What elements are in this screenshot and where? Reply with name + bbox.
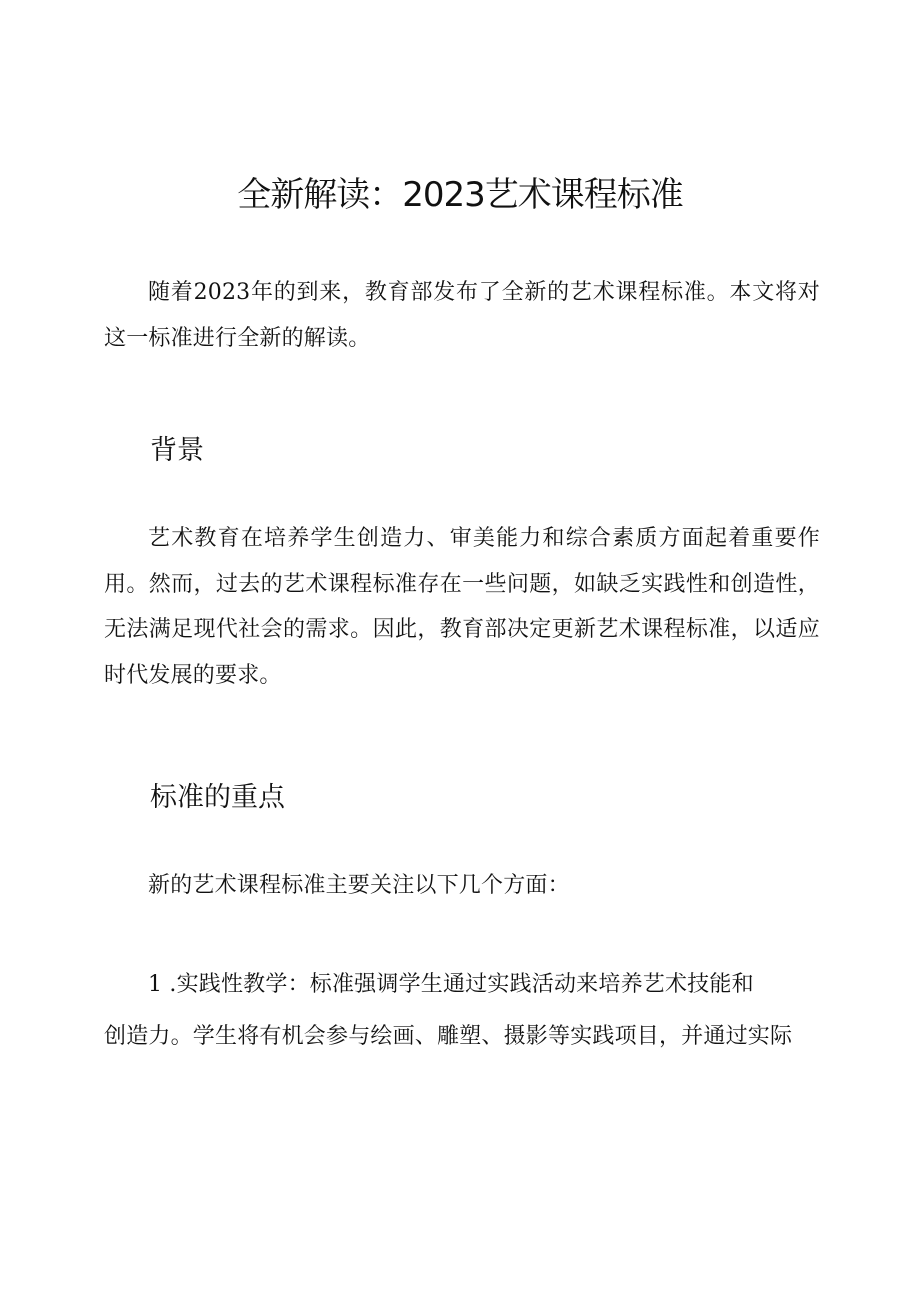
section-heading-background: 背景 [150,435,204,466]
key-points-lead: 新的艺术课程标准主要关注以下几个方面： [148,873,570,898]
background-paragraph: 艺术教育在培养学生创造力、审美能力和综合素质方面起着重要作用。然而，过去的艺术课程标准存在一些问题，如缺乏实践性和创造性，无法满足现代社会的需求。因此，教育部决定更新艺术课程标准，以适应时代发展的要求。 [104,526,820,688]
key-point-item-1-continuation: 创造力。学生将有机会参与绘画、雕塑、摄影等实践项目，并通过实际 [104,1024,793,1049]
document-title: 全新解读：2023艺术课程标准 [237,175,683,215]
key-point-item-1-first-line: 1 .实践性教学：标准强调学生通过实践活动来培养艺术技能和 [148,972,754,997]
section-heading-key-points: 标准的重点 [150,782,285,813]
intro-paragraph: 随着2023年的到来，教育部发布了全新的艺术课程标准。本文将对这一标准进行全新的解读。 [104,280,820,351]
